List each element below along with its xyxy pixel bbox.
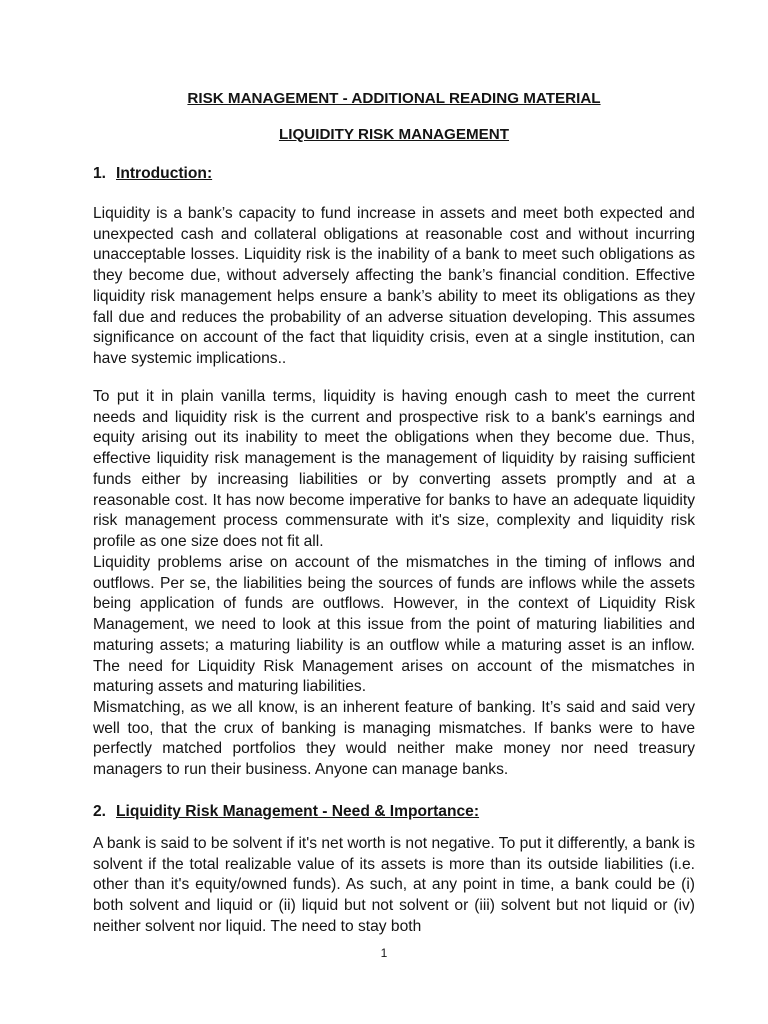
section-heading-text: Liquidity Risk Management - Need & Importance: (116, 803, 480, 820)
paragraph: To put it in plain vanilla terms, liquidity is having enough cash to meet the current needs and liquidity risk is the current and prospective risk to a bank's earnings and equity arising out its inability to meet the obligations when they become due. Thus, effective liquidity risk management is the management of liquidity by raising sufficient funds either by increasing liabilities or by converting assets promptly and at a reasonable cost. It has now become imperative for banks to have an adequate liquidity risk management process commensurate with it's size, complexity and liquidity risk profile as one size does not fit all. (93, 388, 695, 550)
paragraph: Liquidity problems arise on account of the mismatches in the timing of inflows and outflows. Per se, the liabilities being the sources of funds are inflows while the assets being application of funds are outflows. However, in the context of Liquidity Risk Management, we need to look at this issue from the point of maturing liabilities and maturing assets; a maturing liability is an outflow while a maturing asset is an inflow. The need for Liquidity Risk Management arises on account of the mismatches in maturing assets and maturing liabilities. (93, 554, 695, 696)
section-heading-introduction (93, 165, 212, 183)
page-number: 1 (380, 946, 388, 960)
paragraph: Liquidity is a bank’s capacity to fund increase in assets and meet both expected and unexpected cash and collateral obligations at reasonable cost and without incurring unacceptable losses. Liquidity risk is the inability of a bank to meet such obligations as they become due, without adversely affecting the bank’s financial condition. Effective liquidity risk management helps ensure a bank’s ability to meet its obligations as they fall due and reduces the probability of an adverse situation developing. This assumes significance on account of the fact that liquidity crisis, even at a single institution, can have systemic implications.. (93, 205, 695, 367)
section-heading-text: Introduction: (116, 165, 213, 182)
document-title: RISK MANAGEMENT - ADDITIONAL READING MATERIAL (187, 90, 601, 107)
paragraph: Mismatching, as we all know, is an inherent feature of banking. It’s said and said very well too, that the crux of banking is managing mismatches. If banks were to have perfectly matched portfolios they would neither make money nor need treasury managers to run their business. Anyone can manage banks. (93, 699, 695, 779)
section-heading-need-importance (93, 803, 479, 821)
section-number: 1. (93, 165, 107, 182)
document-subtitle: LIQUIDITY RISK MANAGEMENT (278, 126, 510, 143)
section-number: 2. (93, 803, 107, 820)
paragraph: A bank is said to be solvent if it's net worth is not negative. To put it differently, a bank is solvent if the total realizable value of its assets is more than its outside liabilities (i.e. other than it's equity/owned funds). As such, at any point in time, a bank could be (i) both solvent and liquid or (ii) liquid but not solvent or (iii) solvent but not liquid or (iv) neither solvent nor liquid. The need to stay both (93, 835, 695, 935)
